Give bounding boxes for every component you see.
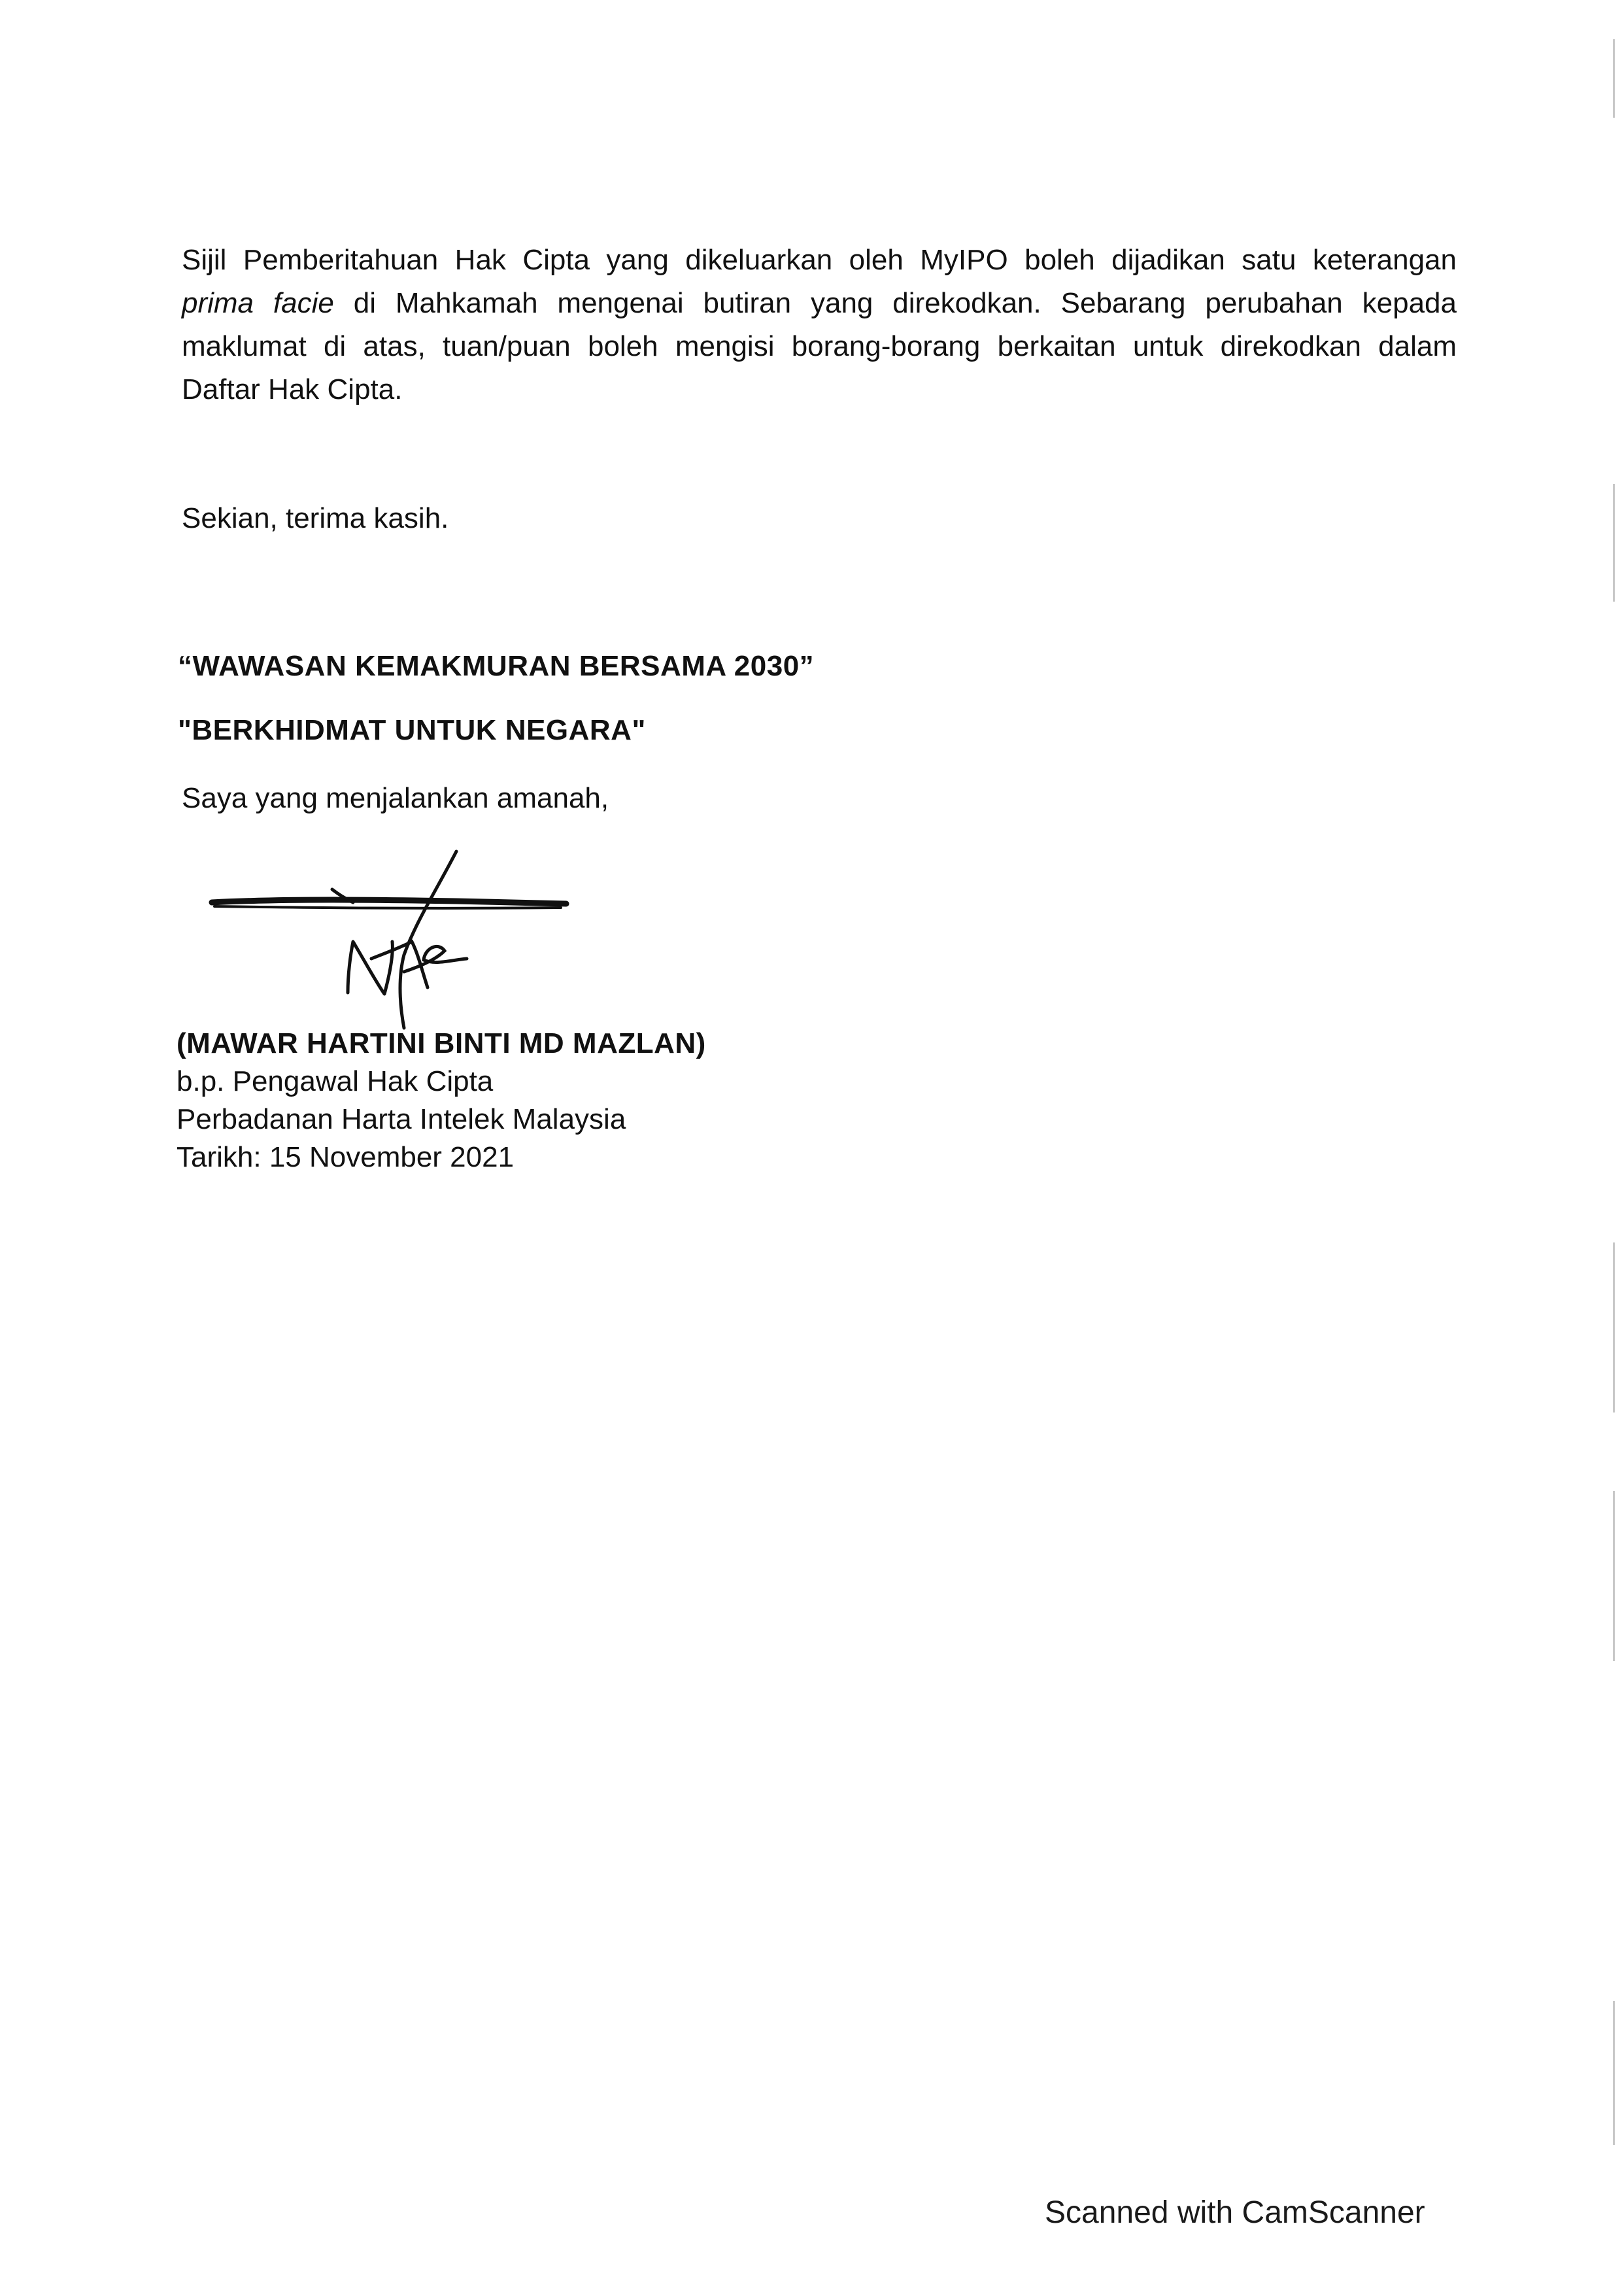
signatory-organization: Perbadanan Harta Intelek Malaysia [177,1103,626,1135]
scan-edge-mark [1613,1491,1615,1661]
signatory-block [177,1025,706,1176]
signatory-name: (MAWAR HARTINI BINTI MD MAZLAN) [177,1027,706,1059]
scan-edge-mark [1613,2001,1615,2145]
handwritten-signature [208,844,574,1033]
scan-edge-mark [1613,1242,1615,1412]
slogan-wawasan: “WAWASAN KEMAKMURAN BERSAMA 2030” [178,650,815,682]
prima-facie-italic: prima facie [182,287,334,319]
paragraph-line-text: di Mahkamah mengenai butiran yang direkodkan. Sebarang perubahan kepada [353,287,1457,319]
paragraph-line: Daftar Hak Cipta. [182,373,403,405]
signatory-title: b.p. Pengawal Hak Cipta [177,1065,494,1097]
paragraph-line: Sijil Pemberitahuan Hak Cipta yang dikeluarkan oleh MyIPO boleh dijadikan satu keterangan [182,244,1457,276]
body-paragraph [182,239,1457,411]
scan-edge-mark [1613,39,1615,118]
amanah-text: Saya yang menjalankan amanah, [182,782,609,814]
scan-edge-mark [1613,484,1615,602]
paragraph-line [182,282,1457,325]
paragraph-line: maklumat di atas, tuan/puan boleh mengisi borang-borang berkaitan untuk direkodkan dalam [182,330,1457,362]
letter-date: Tarikh: 15 November 2021 [177,1141,515,1173]
slogan-berkhidmat: "BERKHIDMAT UNTUK NEGARA" [178,714,646,746]
closing-text: Sekian, terima kasih. [182,502,449,534]
camscanner-watermark: Scanned with CamScanner [1045,2195,1425,2230]
